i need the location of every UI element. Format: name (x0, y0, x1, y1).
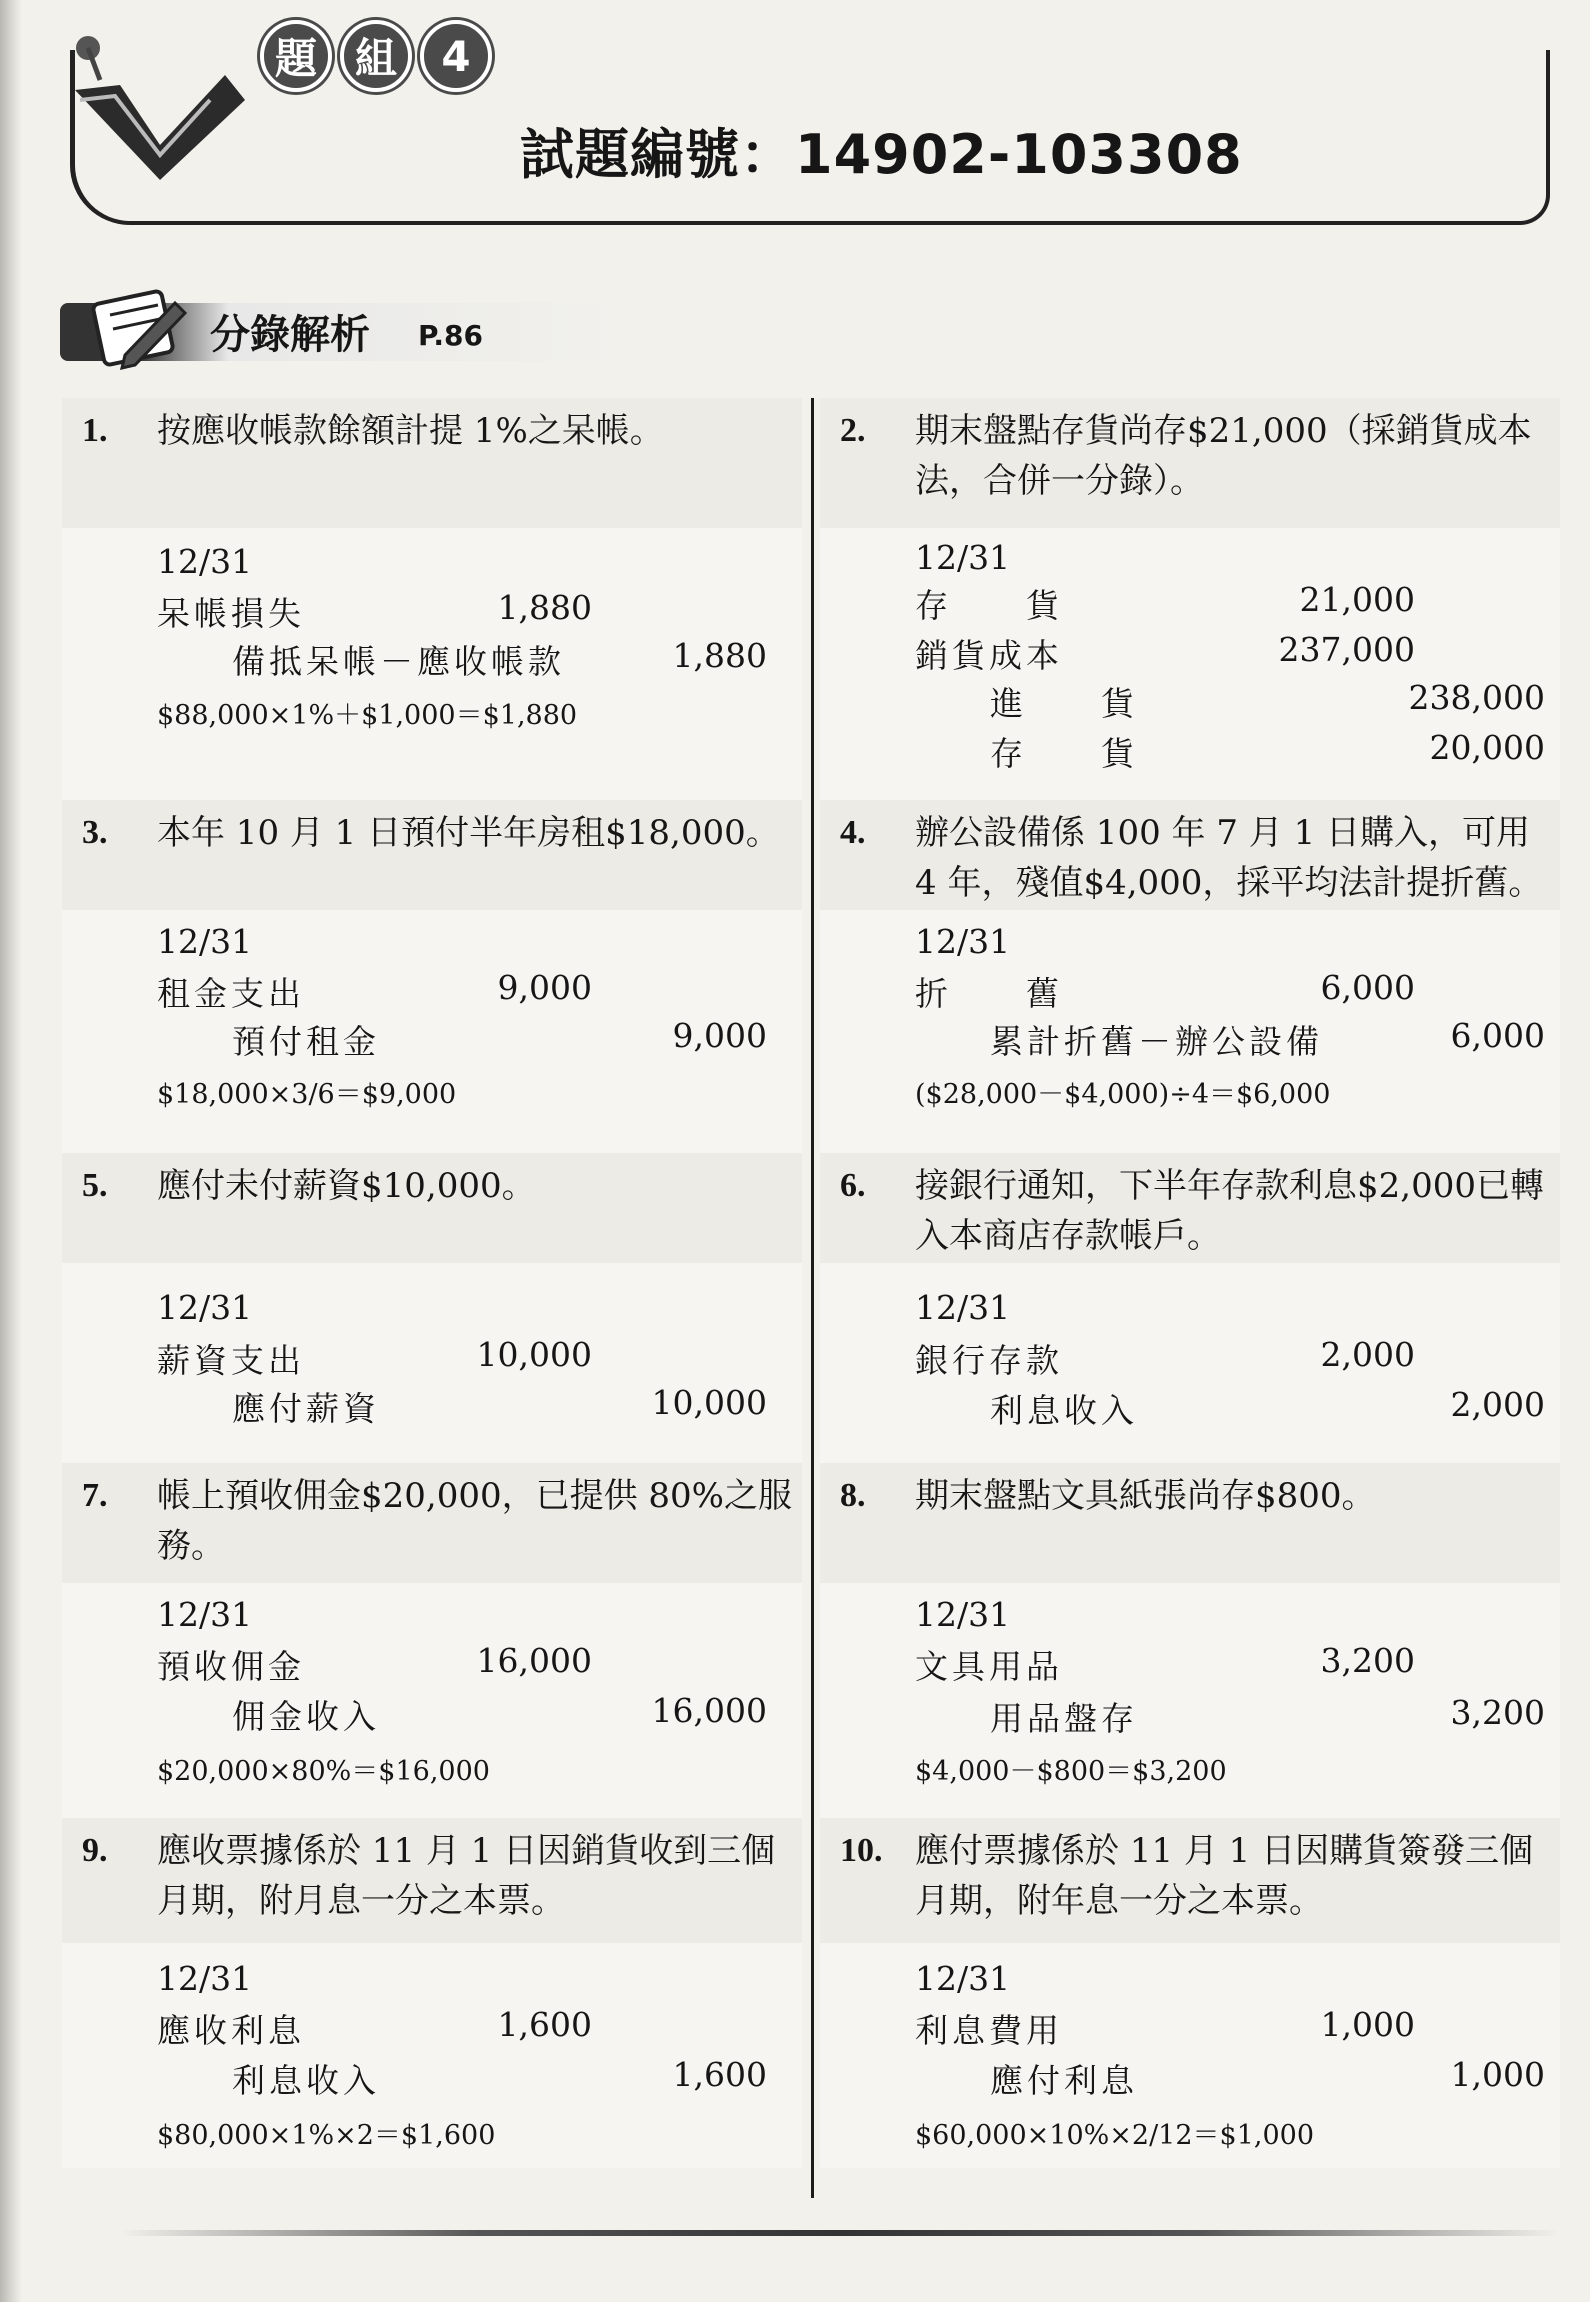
footer-rule (120, 2230, 1560, 2236)
credit-account: 利息收入 (990, 1391, 1138, 1430)
entry-date: 12/31 (157, 1959, 253, 1998)
credit-account: 存 貨 (990, 734, 1138, 773)
journal-entry (62, 1943, 802, 2168)
journal-entry (820, 1583, 1560, 1818)
question-text: 應付未付薪資$10,000。 (157, 1166, 536, 1206)
question (820, 800, 1560, 910)
debit-account: 折 舊 (915, 974, 1063, 1013)
question-text: 應付票據係於 11 月 1 日因購貨簽發三個月期，附年息一分之本票。 (915, 1831, 1534, 1921)
question-number: 4. (840, 814, 866, 851)
question-text: 帳上預收佣金$20,000，已提供 80%之服務。 (157, 1476, 792, 1566)
calculation-note: $4,000－$800＝$3,200 (915, 1756, 1227, 1787)
debit-amount: 237,000 (1278, 630, 1415, 669)
page-binding-edge (0, 0, 22, 2302)
credit-account: 用品盤存 (990, 1699, 1138, 1738)
group-badge: 組 (340, 20, 412, 92)
page-header (60, 20, 1560, 235)
entry-date: 12/31 (915, 1288, 1011, 1327)
entry-item-10 (820, 1818, 1560, 2168)
credit-account: 應付利息 (990, 2061, 1138, 2100)
calculation-note: $20,000×80%＝$16,000 (157, 1756, 490, 1787)
journal-entry (820, 910, 1560, 1153)
question-number: 9. (82, 1832, 108, 1869)
entry-item-8 (820, 1463, 1560, 1818)
calculation-note: $60,000×10%×2/12＝$1,000 (915, 2120, 1315, 2151)
question (62, 800, 802, 910)
group-badges (260, 20, 492, 92)
credit-amount: 1,600 (672, 2055, 767, 2094)
question-number: 2. (840, 412, 866, 449)
credit-account: 進 貨 (990, 684, 1138, 723)
debit-account: 存 貨 (915, 586, 1063, 625)
debit-amount: 9,000 (497, 968, 592, 1007)
debit-amount: 2,000 (1320, 1335, 1415, 1374)
group-badge-number: 4 (420, 20, 492, 92)
debit-amount: 16,000 (476, 1641, 592, 1680)
debit-account: 租金支出 (157, 974, 305, 1013)
entry-date: 12/31 (915, 1595, 1011, 1634)
credit-account: 備抵呆帳－應收帳款 (232, 642, 565, 681)
entries-grid (62, 398, 1562, 2198)
question (820, 1463, 1560, 1583)
debit-account: 薪資支出 (157, 1341, 305, 1380)
question-number: 5. (82, 1167, 108, 1204)
entry-date: 12/31 (157, 1595, 253, 1634)
debit-account: 銷貨成本 (915, 636, 1063, 675)
question-number: 3. (82, 814, 108, 851)
debit-amount: 1,000 (1320, 2005, 1415, 2044)
debit-account: 利息費用 (915, 2011, 1063, 2050)
question-text: 辦公設備係 100 年 7 月 1 日購入，可用 4 年，殘值$4,000，採平均法計提折舊。 (915, 813, 1543, 903)
question-number: 8. (840, 1477, 866, 1514)
question-text: 期末盤點文具紙張尚存$800。 (915, 1476, 1376, 1516)
credit-amount: 10,000 (651, 1383, 767, 1422)
credit-account: 應付薪資 (232, 1389, 380, 1428)
journal-entry (62, 528, 802, 800)
calculation-note: $80,000×1%×2＝$1,600 (157, 2120, 496, 2151)
credit-amount: 9,000 (672, 1016, 767, 1055)
entry-item-3 (62, 800, 802, 1153)
entry-item-4 (820, 800, 1560, 1153)
journal-entry (62, 910, 802, 1153)
credit-amount: 20,000 (1429, 728, 1545, 767)
journal-entry (62, 1263, 802, 1463)
notebook-pencil-icon (80, 285, 200, 375)
question (820, 1153, 1560, 1263)
question-text: 本年 10 月 1 日預付半年房租$18,000。 (157, 813, 780, 853)
credit-amount: 1,880 (672, 636, 767, 675)
debit-amount: 3,200 (1320, 1641, 1415, 1680)
calculation-note: $18,000×3/6＝$9,000 (157, 1079, 457, 1110)
column-divider (811, 398, 814, 2198)
credit-amount: 1,000 (1450, 2055, 1545, 2094)
credit-amount: 3,200 (1450, 1693, 1545, 1732)
entry-date: 12/31 (915, 922, 1011, 961)
journal-entry (820, 528, 1560, 800)
debit-amount: 21,000 (1299, 580, 1415, 619)
entry-date: 12/31 (915, 538, 1011, 577)
entry-item-2 (820, 398, 1560, 800)
entry-date: 12/31 (157, 922, 253, 961)
entry-item-5 (62, 1153, 802, 1463)
journal-entry (820, 1943, 1560, 2168)
question (62, 1153, 802, 1263)
question-text: 期末盤點存貨尚存$21,000（採銷貨成本法，合併一分錄）。 (915, 411, 1532, 501)
question (62, 1818, 802, 1943)
credit-amount: 6,000 (1450, 1016, 1545, 1055)
entry-item-1 (62, 398, 802, 800)
entry-item-7 (62, 1463, 802, 1818)
credit-account: 預付租金 (232, 1022, 380, 1061)
entry-date: 12/31 (157, 542, 253, 581)
debit-account: 銀行存款 (915, 1341, 1063, 1380)
credit-account: 累計折舊－辦公設備 (990, 1022, 1323, 1061)
question-text: 接銀行通知，下半年存款利息$2,000已轉入本商店存款帳戶。 (915, 1166, 1544, 1256)
credit-amount: 238,000 (1408, 678, 1545, 717)
debit-amount: 1,600 (497, 2005, 592, 2044)
debit-account: 應收利息 (157, 2011, 305, 2050)
question (820, 1818, 1560, 1943)
journal-entry (62, 1583, 802, 1818)
credit-amount: 2,000 (1450, 1385, 1545, 1424)
credit-account: 佣金收入 (232, 1697, 380, 1736)
question (62, 1463, 802, 1583)
entry-item-9 (62, 1818, 802, 2168)
debit-account: 呆帳損失 (157, 594, 305, 633)
question (62, 398, 802, 528)
section-header (60, 285, 620, 375)
entry-item-6 (820, 1153, 1560, 1463)
question (820, 398, 1560, 528)
exam-number-title: 試題編號：14902-103308 (520, 123, 1243, 186)
question-number: 6. (840, 1167, 866, 1204)
question-text: 應收票據係於 11 月 1 日因銷貨收到三個月期，附月息一分之本票。 (157, 1831, 776, 1921)
question-number: 10. (840, 1832, 883, 1869)
question-number: 7. (82, 1477, 108, 1514)
debit-account: 文具用品 (915, 1647, 1063, 1686)
credit-amount: 16,000 (651, 1691, 767, 1730)
debit-amount: 10,000 (476, 1335, 592, 1374)
journal-entry (820, 1263, 1560, 1463)
entry-date: 12/31 (915, 1959, 1011, 1998)
credit-account: 利息收入 (232, 2061, 380, 2100)
calculation-note: ($28,000－$4,000)÷4＝$6,000 (915, 1079, 1331, 1110)
entry-date: 12/31 (157, 1288, 253, 1327)
debit-amount: 1,880 (497, 588, 592, 627)
debit-amount: 6,000 (1320, 968, 1415, 1007)
question-text: 按應收帳款餘額計提 1%之呆帳。 (157, 411, 664, 451)
question-number: 1. (82, 412, 108, 449)
calculation-note: $88,000×1%＋$1,000＝$1,880 (157, 700, 578, 731)
section-page-ref: P.86 (418, 319, 483, 352)
group-badge: 題 (260, 20, 332, 92)
debit-account: 預收佣金 (157, 1647, 305, 1686)
section-title: 分錄解析 (210, 312, 370, 358)
